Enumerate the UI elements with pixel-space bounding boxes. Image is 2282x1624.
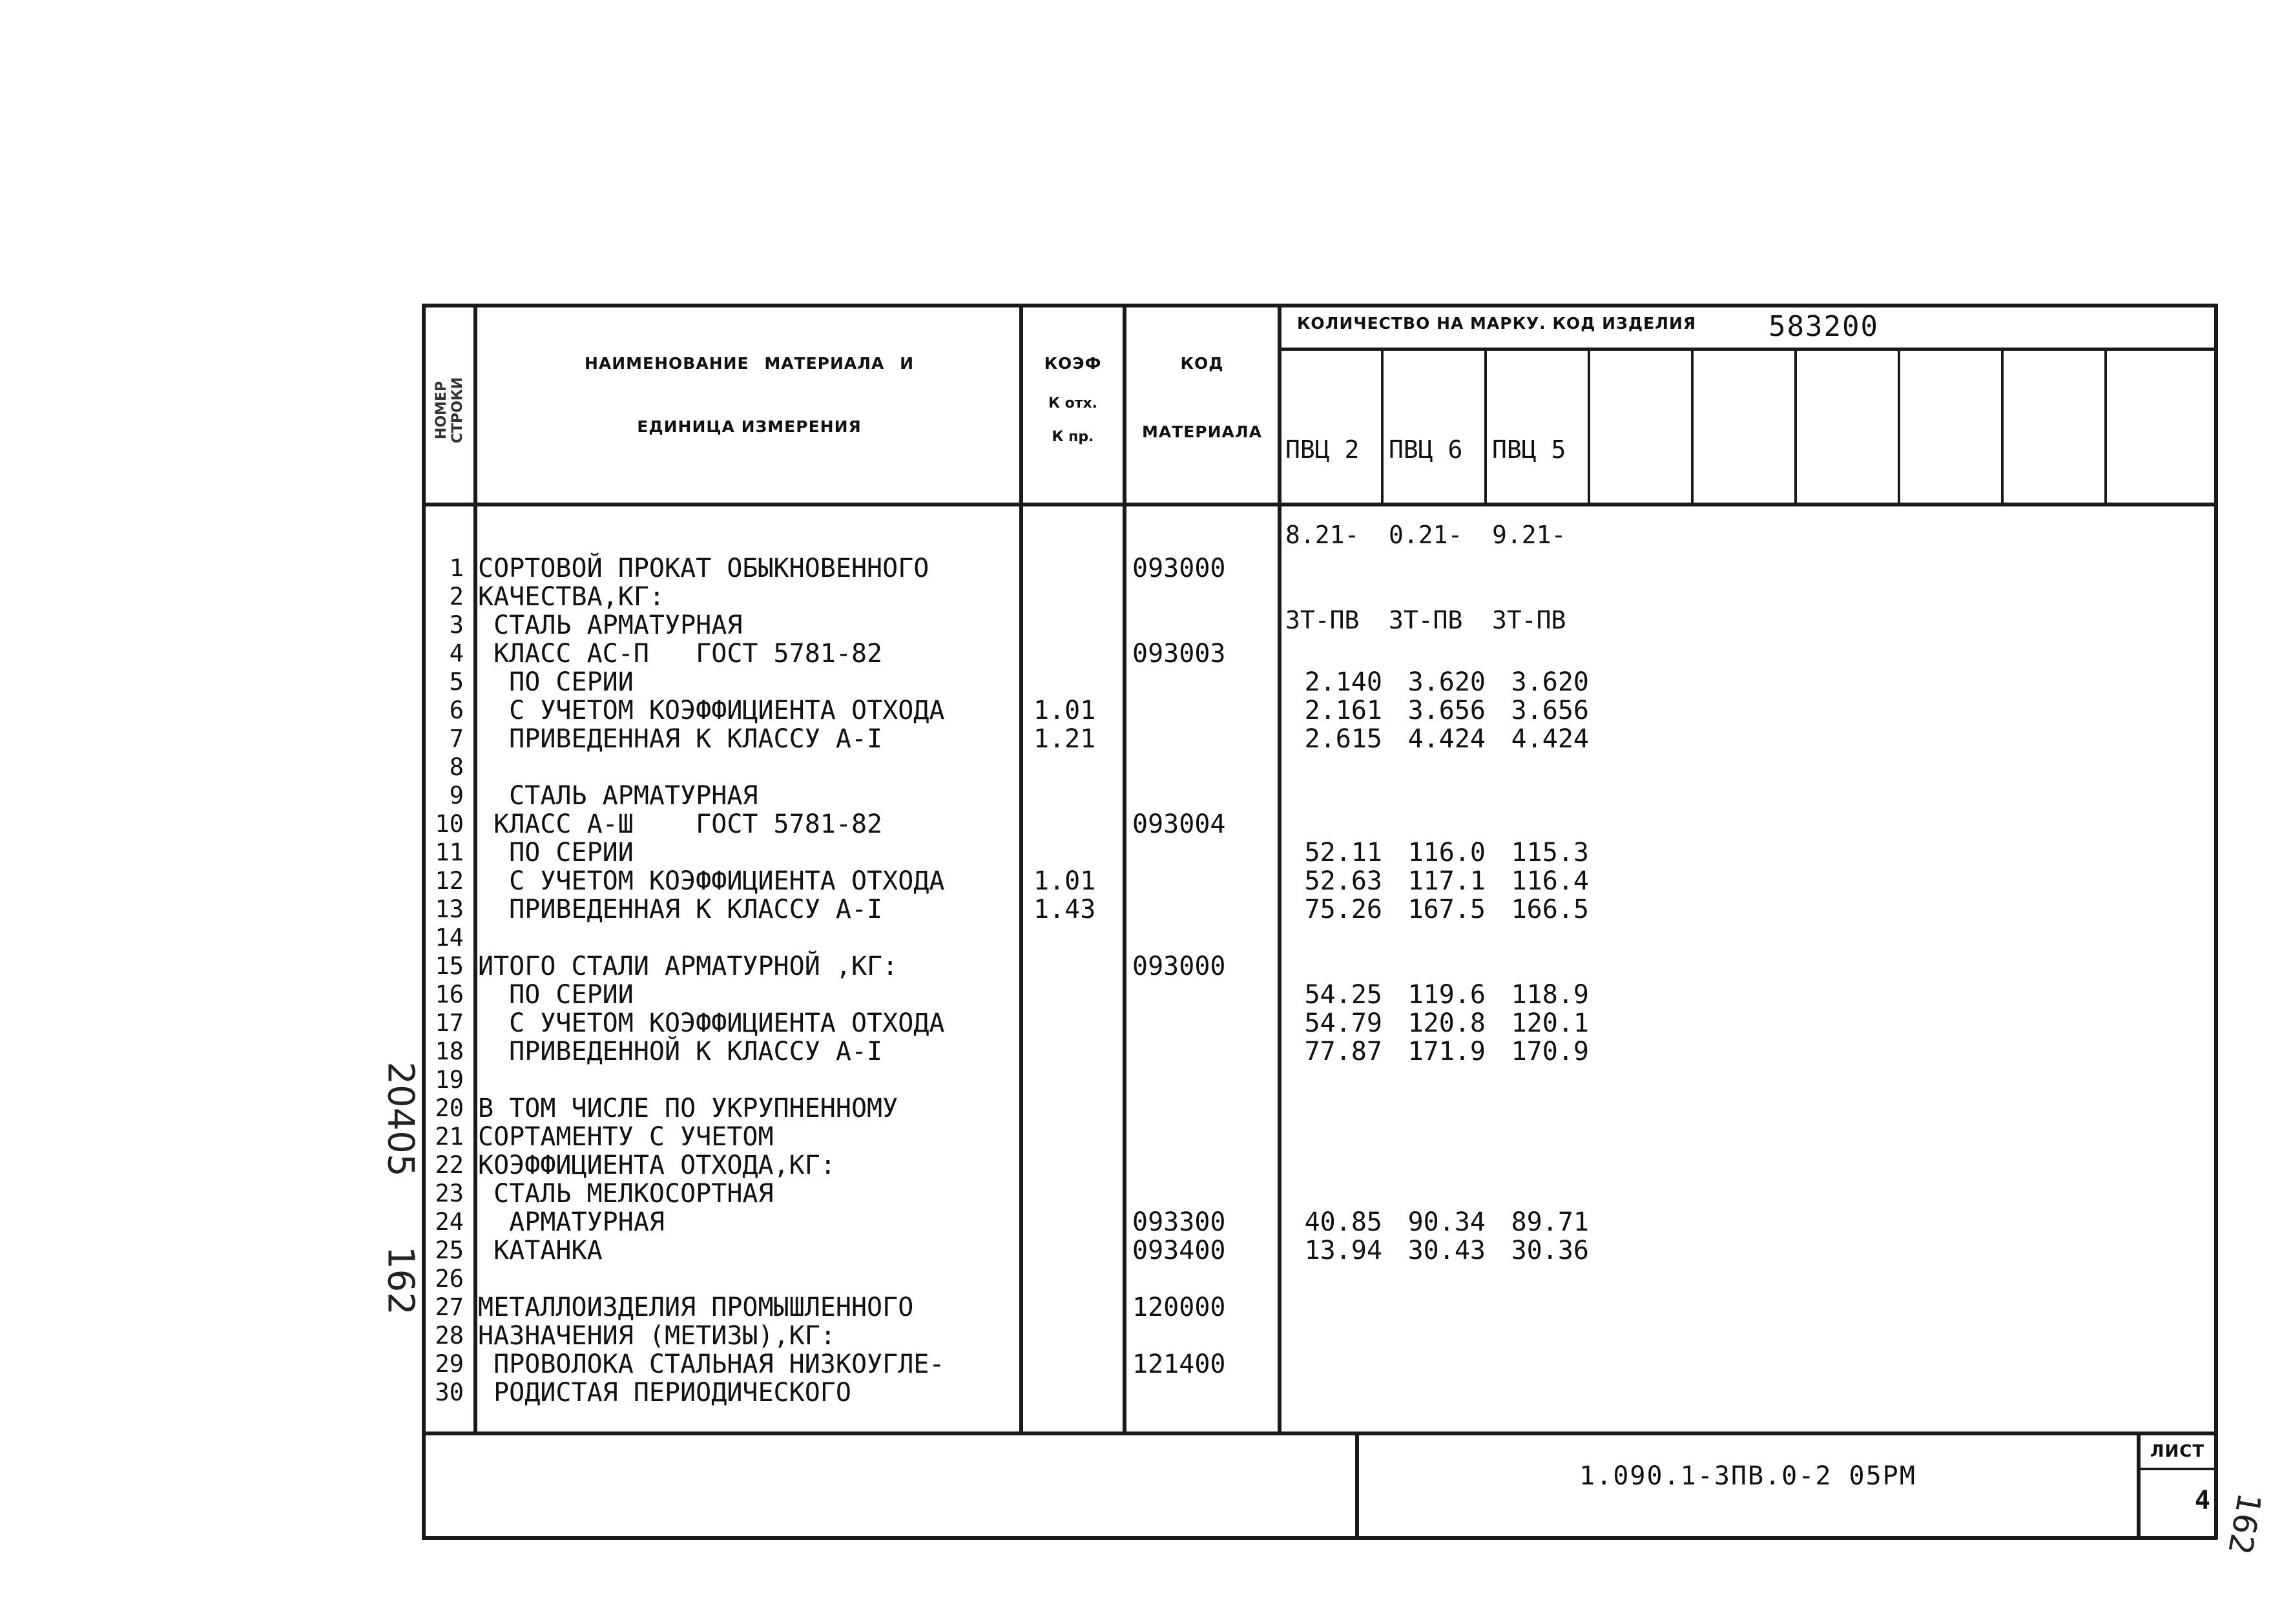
- row-number: 23: [435, 1180, 464, 1207]
- table-row: [426, 753, 2209, 782]
- row-number: 4: [449, 640, 464, 667]
- row-name: РОДИСТАЯ ПЕРИОДИЧЕСКОГО: [478, 1378, 851, 1408]
- table-row: [426, 583, 2209, 611]
- table-row: [426, 1066, 2209, 1094]
- row-name: ИТОГО СТАЛИ АРМАТУРНОЙ ,КГ:: [478, 952, 898, 981]
- row-number: 3: [449, 611, 464, 639]
- row-number: 17: [435, 1009, 464, 1037]
- row-number-label: НОМЕР СТРОКИ: [433, 377, 466, 444]
- table-row: [426, 1379, 2209, 1407]
- table-row: [426, 981, 2209, 1009]
- row-qty-1: 75.26: [1304, 895, 1382, 924]
- table-row: [426, 1037, 2209, 1066]
- table-row: [426, 668, 2209, 696]
- row-name: ПО СЕРИИ: [478, 838, 634, 868]
- row-code: 093400: [1132, 1236, 1226, 1265]
- row-code: 093000: [1132, 554, 1226, 583]
- row-code: 121400: [1132, 1349, 1226, 1379]
- qty-col-1-line3: 3Т-ПВ: [1285, 606, 1360, 634]
- row-qty-1: 54.79: [1304, 1008, 1382, 1038]
- row-qty-2: 116.0: [1407, 838, 1486, 868]
- row-code: 120000: [1132, 1293, 1226, 1322]
- row-name: СОРТАМЕНТУ С УЧЕТОМ: [478, 1122, 774, 1152]
- row-number: 15: [435, 952, 464, 980]
- row-number: 19: [435, 1066, 464, 1094]
- row-number: 16: [435, 981, 464, 1008]
- material-name-header-2: ЕДИНИЦА ИЗМЕРЕНИЯ: [637, 417, 862, 436]
- row-name: ПРИВЕДЕННОЙ К КЛАССУ А-I: [478, 1037, 883, 1067]
- table-row: [426, 782, 2209, 810]
- row-qty-2: 119.6: [1407, 980, 1486, 1010]
- row-qty-2: 117.1: [1407, 866, 1486, 896]
- row-qty-3: 170.9: [1511, 1037, 1589, 1067]
- table-row: [426, 696, 2209, 725]
- row-name: ПРИВЕДЕННАЯ К КЛАССУ А-I: [478, 724, 883, 754]
- row-name: КЛАСС АС-П ГОСТ 5781-82: [478, 639, 883, 669]
- row-qty-2: 171.9: [1407, 1037, 1486, 1067]
- row-name: С УЧЕТОМ КОЭФФИЦИЕНТА ОТХОДА: [478, 696, 945, 725]
- row-number: 20: [435, 1094, 464, 1122]
- row-qty-3: 89.71: [1511, 1207, 1589, 1237]
- row-code: 093000: [1132, 952, 1226, 981]
- row-qty-3: 115.3: [1511, 838, 1589, 868]
- table-row: [426, 1180, 2209, 1208]
- sheet-number: 4: [2194, 1486, 2212, 1515]
- product-code: 583200: [1769, 310, 1879, 343]
- table-row: [426, 1236, 2209, 1265]
- row-name: КАТАНКА: [478, 1236, 603, 1265]
- table-row: [426, 810, 2209, 838]
- row-qty-2: 4.424: [1407, 724, 1486, 754]
- table-row: [426, 952, 2209, 981]
- row-coef: 1.01: [1033, 866, 1096, 896]
- row-qty-1: 2.615: [1304, 724, 1382, 754]
- row-number: 14: [435, 924, 464, 952]
- row-name: СТАЛЬ МЕЛКОСОРТНАЯ: [478, 1179, 774, 1209]
- row-qty-3: 118.9: [1511, 980, 1589, 1010]
- coef-header-3: К пр.: [1052, 429, 1094, 445]
- row-number: 26: [435, 1265, 464, 1293]
- row-name: В ТОМ ЧИСЛЕ ПО УКРУПНЕННОМУ: [478, 1094, 898, 1123]
- table-row: [426, 924, 2209, 952]
- row-number: 8: [449, 753, 464, 781]
- row-number: 2: [449, 583, 464, 610]
- row-number: 12: [435, 867, 464, 895]
- row-name: СТАЛЬ АРМАТУРНАЯ: [478, 781, 758, 811]
- coef-header-2: К отх.: [1048, 395, 1098, 411]
- row-number: 11: [435, 838, 464, 866]
- row-name: С УЧЕТОМ КОЭФФИЦИЕНТА ОТХОДА: [478, 1008, 945, 1038]
- row-code: 093003: [1132, 639, 1226, 669]
- row-name: КАЧЕСТВА,КГ:: [478, 582, 665, 612]
- row-name: ПО СЕРИИ: [478, 980, 634, 1010]
- table-row: [426, 1094, 2209, 1123]
- row-number: 5: [449, 668, 464, 696]
- row-qty-2: 30.43: [1407, 1236, 1486, 1265]
- table-row: [426, 867, 2209, 895]
- document-code: 1.090.1-3ПВ.0-2 05РМ: [1579, 1461, 1916, 1491]
- qty-col-2-line1: ПВЦ 6: [1389, 435, 1463, 464]
- qty-col-1-line2: 8.21-: [1285, 521, 1360, 549]
- qty-col-3-line2: 9.21-: [1492, 521, 1566, 549]
- row-qty-1: 2.161: [1304, 696, 1382, 725]
- table-row: [426, 1123, 2209, 1151]
- coef-header-1: КОЭФ: [1044, 354, 1102, 373]
- row-name: СОРТОВОЙ ПРОКАТ ОБЫКНОВЕННОГО: [478, 554, 929, 583]
- material-name-header-1: НАИМЕНОВАНИЕ МАТЕРИАЛА И: [584, 354, 915, 373]
- row-number: 29: [435, 1350, 464, 1378]
- row-qty-2: 120.8: [1407, 1008, 1486, 1038]
- row-name: ПРОВОЛОКА СТАЛЬНАЯ НИЗКОУГЛЕ-: [478, 1349, 945, 1379]
- row-number: 27: [435, 1293, 464, 1321]
- row-name: СТАЛЬ АРМАТУРНАЯ: [478, 610, 743, 640]
- margin-note-right: 162: [2221, 1490, 2268, 1558]
- code-header-2: МАТЕРИАЛА: [1141, 422, 1263, 441]
- row-qty-2: 90.34: [1407, 1207, 1486, 1237]
- row-qty-3: 166.5: [1511, 895, 1589, 924]
- row-qty-3: 4.424: [1511, 724, 1589, 754]
- row-coef: 1.01: [1033, 696, 1096, 725]
- row-qty-2: 167.5: [1407, 895, 1486, 924]
- row-name: НАЗНАЧЕНИЯ (МЕТИЗЫ),КГ:: [478, 1321, 836, 1351]
- row-coef: 1.21: [1033, 724, 1096, 754]
- row-qty-1: 13.94: [1304, 1236, 1382, 1265]
- table-row: [426, 838, 2209, 867]
- row-qty-1: 54.25: [1304, 980, 1382, 1010]
- row-name: МЕТАЛЛОИЗДЕЛИЯ ПРОМЫШЛЕННОГО: [478, 1293, 914, 1322]
- row-coef: 1.43: [1033, 895, 1096, 924]
- row-number: 21: [435, 1123, 464, 1150]
- table-row: [426, 1208, 2209, 1236]
- row-qty-3: 30.36: [1511, 1236, 1589, 1265]
- row-code: 093300: [1132, 1207, 1226, 1237]
- row-number: 30: [435, 1379, 464, 1406]
- code-header-1: КОД: [1180, 354, 1224, 373]
- row-qty-1: 2.140: [1304, 667, 1382, 697]
- table-row: [426, 1322, 2209, 1350]
- row-name: КОЭФФИЦИЕНТА ОТХОДА,КГ:: [478, 1150, 836, 1180]
- row-name: С УЧЕТОМ КОЭФФИЦИЕНТА ОТХОДА: [478, 866, 945, 896]
- table-row: [426, 1151, 2209, 1180]
- row-qty-2: 3.656: [1407, 696, 1486, 725]
- margin-note-left-2: 162: [379, 1246, 422, 1315]
- row-number: 9: [449, 782, 464, 809]
- table-row: [426, 611, 2209, 640]
- qty-col-1-line1: ПВЦ 2: [1285, 435, 1360, 464]
- qty-col-3-line1: ПВЦ 5: [1492, 435, 1566, 464]
- table-row: [426, 1293, 2209, 1322]
- row-number: 22: [435, 1151, 464, 1179]
- row-qty-3: 3.656: [1511, 696, 1589, 725]
- row-name: АРМАТУРНАЯ: [478, 1207, 665, 1237]
- row-code: 093004: [1132, 809, 1226, 839]
- row-name: ПО СЕРИИ: [478, 667, 634, 697]
- row-qty-1: 52.11: [1304, 838, 1382, 868]
- qty-col-3-line3: 3Т-ПВ: [1492, 606, 1566, 634]
- row-number: 1: [449, 554, 464, 582]
- row-qty-2: 3.620: [1407, 667, 1486, 697]
- row-number: 13: [435, 895, 464, 923]
- row-number: 18: [435, 1037, 464, 1065]
- row-number: 6: [449, 696, 464, 724]
- row-qty-3: 116.4: [1511, 866, 1589, 896]
- table-row: [426, 725, 2209, 753]
- row-number: 7: [449, 725, 464, 753]
- table-row: [426, 554, 2209, 583]
- table-row: [426, 895, 2209, 924]
- row-qty-1: 52.63: [1304, 866, 1382, 896]
- table-row: [426, 1265, 2209, 1293]
- row-qty-1: 77.87: [1304, 1037, 1382, 1067]
- row-number: 24: [435, 1208, 464, 1236]
- margin-note-left-1: 20405: [379, 1061, 422, 1177]
- row-name: ПРИВЕДЕННАЯ К КЛАССУ А-I: [478, 895, 883, 924]
- row-qty-1: 40.85: [1304, 1207, 1382, 1237]
- row-qty-3: 120.1: [1511, 1008, 1589, 1038]
- qty-col-2-line3: 3Т-ПВ: [1389, 606, 1463, 634]
- row-qty-3: 3.620: [1511, 667, 1589, 697]
- table-row: [426, 640, 2209, 668]
- row-number: 10: [435, 810, 464, 838]
- row-number: 25: [435, 1236, 464, 1264]
- table-row: [426, 1350, 2209, 1379]
- quantity-header: КОЛИЧЕСТВО НА МАРКУ. КОД ИЗДЕЛИЯ: [1297, 314, 1697, 333]
- table-row: [426, 1009, 2209, 1037]
- row-number: 28: [435, 1322, 464, 1349]
- qty-col-2-line2: 0.21-: [1389, 521, 1463, 549]
- row-name: КЛАСС А-Ш ГОСТ 5781-82: [478, 809, 883, 839]
- sheet-label: ЛИСТ: [2150, 1442, 2205, 1461]
